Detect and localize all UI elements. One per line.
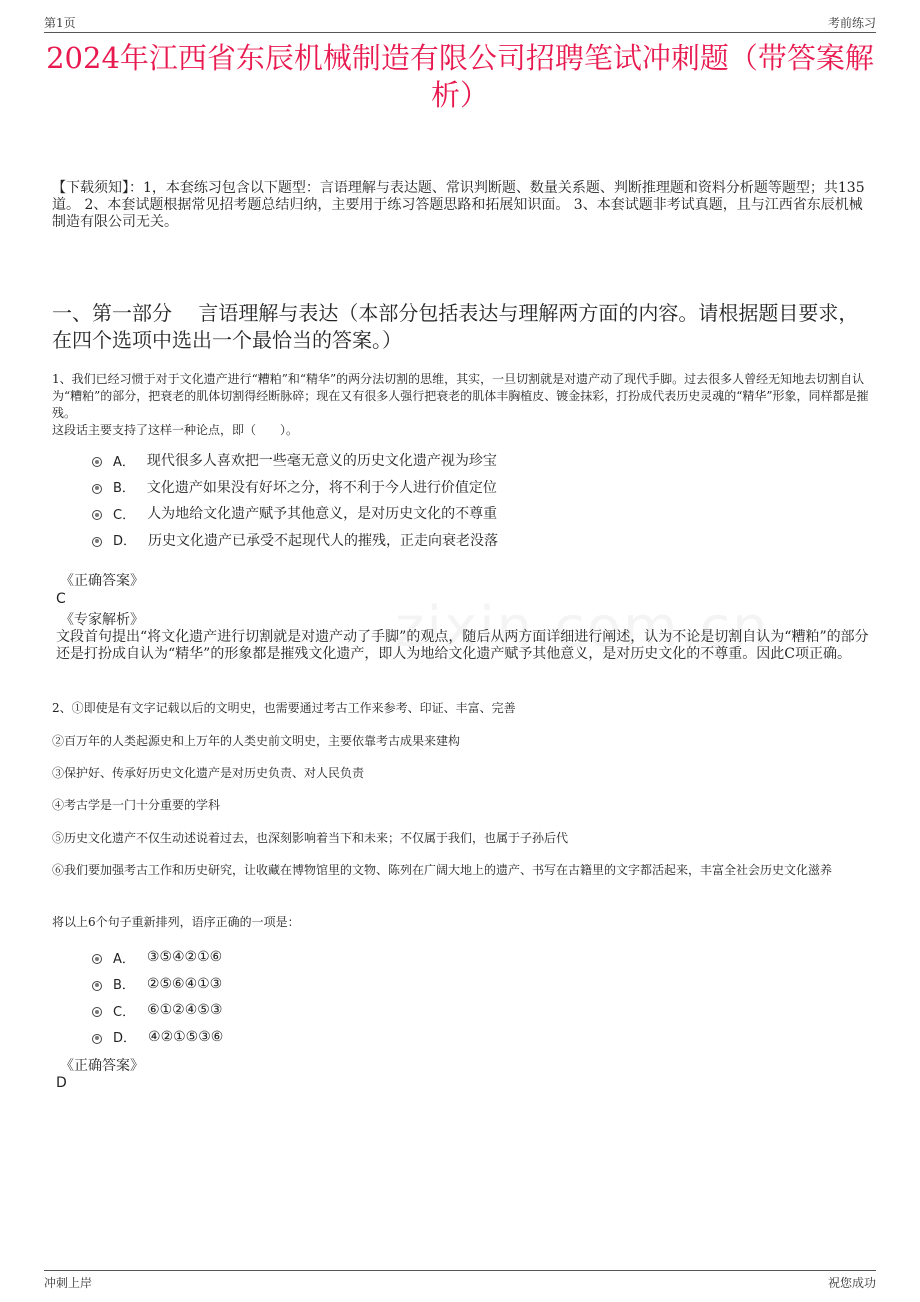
document-title: 2024年江西省东辰机械制造有限公司招聘笔试冲刺题（带答案解析） — [46, 41, 874, 112]
header-right-label: 考前练习 — [827, 16, 876, 30]
radio-icon[interactable] — [92, 954, 102, 964]
question-1-answer: C — [56, 591, 66, 607]
question-2-option-a[interactable]: A． ③⑤④②①⑥ — [92, 944, 223, 971]
question-2-line-5: ⑤历史文化遗产不仅生动述说着过去，也深刻影响着当下和未来；不仅属于我们，也属于子孙后代 — [52, 831, 569, 845]
question-1-option-b[interactable]: B． 文化遗产如果没有好坏之分，将不利于今人进行价值定位 — [92, 474, 498, 501]
question-2-line-6: ⑥我们要加强考古工作和历史研究，让收藏在博物馆里的文物、陈列在广阔大地上的遗产、书写在古籍里的文字都活起来，丰富全社会历史文化滋养 — [52, 863, 833, 877]
question-1-analysis-label: 《专家解析》 — [60, 612, 144, 628]
question-2-line-1: 2、①即使是有文字记载以后的文明史，也需要通过考古工作来参考、印证、丰富、完善 — [52, 701, 516, 715]
question-2-option-c[interactable]: C． ⑥①②④⑤③ — [92, 997, 223, 1024]
radio-icon[interactable] — [92, 457, 102, 467]
question-2-option-b[interactable]: B． ②⑤⑥④①③ — [92, 971, 223, 998]
question-1-stem — [52, 371, 870, 439]
question-1-options — [92, 447, 498, 553]
question-1-option-d[interactable]: D． 历史文化遗产已承受不起现代人的摧残，正走向衰老没落 — [92, 527, 498, 554]
question-2-line-2: ②百万年的人类起源史和上万年的人类史前文明史，主要依靠考古成果来建构 — [52, 734, 461, 748]
page-footer — [44, 1270, 876, 1291]
question-2-answer-label: 《正确答案》 — [60, 1058, 144, 1074]
radio-icon[interactable] — [92, 1007, 102, 1017]
radio-icon[interactable] — [92, 1034, 102, 1044]
page-number: 第1页 — [44, 16, 76, 30]
question-1-option-c[interactable]: C． 人为地给文化遗产赋予其他意义，是对历史文化的不尊重 — [92, 500, 498, 527]
question-2-answer: D — [56, 1075, 67, 1091]
radio-icon[interactable] — [92, 981, 102, 991]
footer-left-label: 冲刺上岸 — [44, 1276, 93, 1290]
question-2-line-4: ④考古学是一门十分重要的学科 — [52, 798, 221, 812]
question-2-line-3: ③保护好、传承好历史文化遗产是对历史负责、对人民负责 — [52, 766, 365, 780]
radio-icon[interactable] — [92, 484, 102, 494]
radio-icon[interactable] — [92, 537, 102, 547]
footer-right-label: 祝您成功 — [827, 1276, 876, 1290]
radio-icon[interactable] — [92, 510, 102, 520]
download-notice: 【下载须知】：1，本套练习包含以下题型：言语理解与表达题、常识判断题、数量关系题、判断推理题和资料分析题等题型；共135道。 2、本套试题根据常见招考题总结归纳，主要用于练习答题思路和拓展知识面。 3、本套试题非考试真题，且与江西省东辰机械制造有限公司无关。 — [52, 180, 865, 230]
question-1-analysis: 文段首句提出“将文化遗产进行切割就是对遗产动了手脚”的观点，随后从两方面详细进行阐述，认为不论是切割自认为“糟粕”的部分还是打扮成自认为“精华”的形象都是摧残文化遗产，即人为地给文化遗产赋予其他意义，是对历史文化的不尊重。因此C项正确。 — [56, 629, 869, 662]
question-1-option-a[interactable]: A． 现代很多人喜欢把一些毫无意义的历史文化遗产视为珍宝 — [92, 447, 498, 474]
question-2-options — [92, 944, 223, 1050]
question-1-text: 1、我们已经习惯于对于文化遗产进行“糟粕”和“精华”的两分法切割的思维，其实，一旦切割就是对遗产动了现代手脚。过去很多人曾经无知地去切割自认为“糟粕”的部分，把衰老的肌体切割得经断脉碎；现在又有很多人强行把衰老的肌体丰胸植皮、镀金抹彩，打扮成代表历史灵魂的“精华”形象，同样都是摧残。 — [52, 372, 869, 420]
page-header — [44, 14, 876, 33]
section-title: 一、第一部分 言语理解与表达（本部分包括表达与理解两方面的内容。请根据题目要求，在四个选项中选出一个最恰当的答案。） — [52, 301, 859, 352]
question-1-answer-label: 《正确答案》 — [60, 573, 144, 589]
question-2-prompt: 将以上6个句子重新排列，语序正确的一项是： — [52, 915, 300, 929]
question-2-option-d[interactable]: D． ④②①⑤③⑥ — [92, 1024, 223, 1051]
question-1-prompt: 这段话主要支持了这样一种论点，即（ ）。 — [52, 423, 299, 437]
